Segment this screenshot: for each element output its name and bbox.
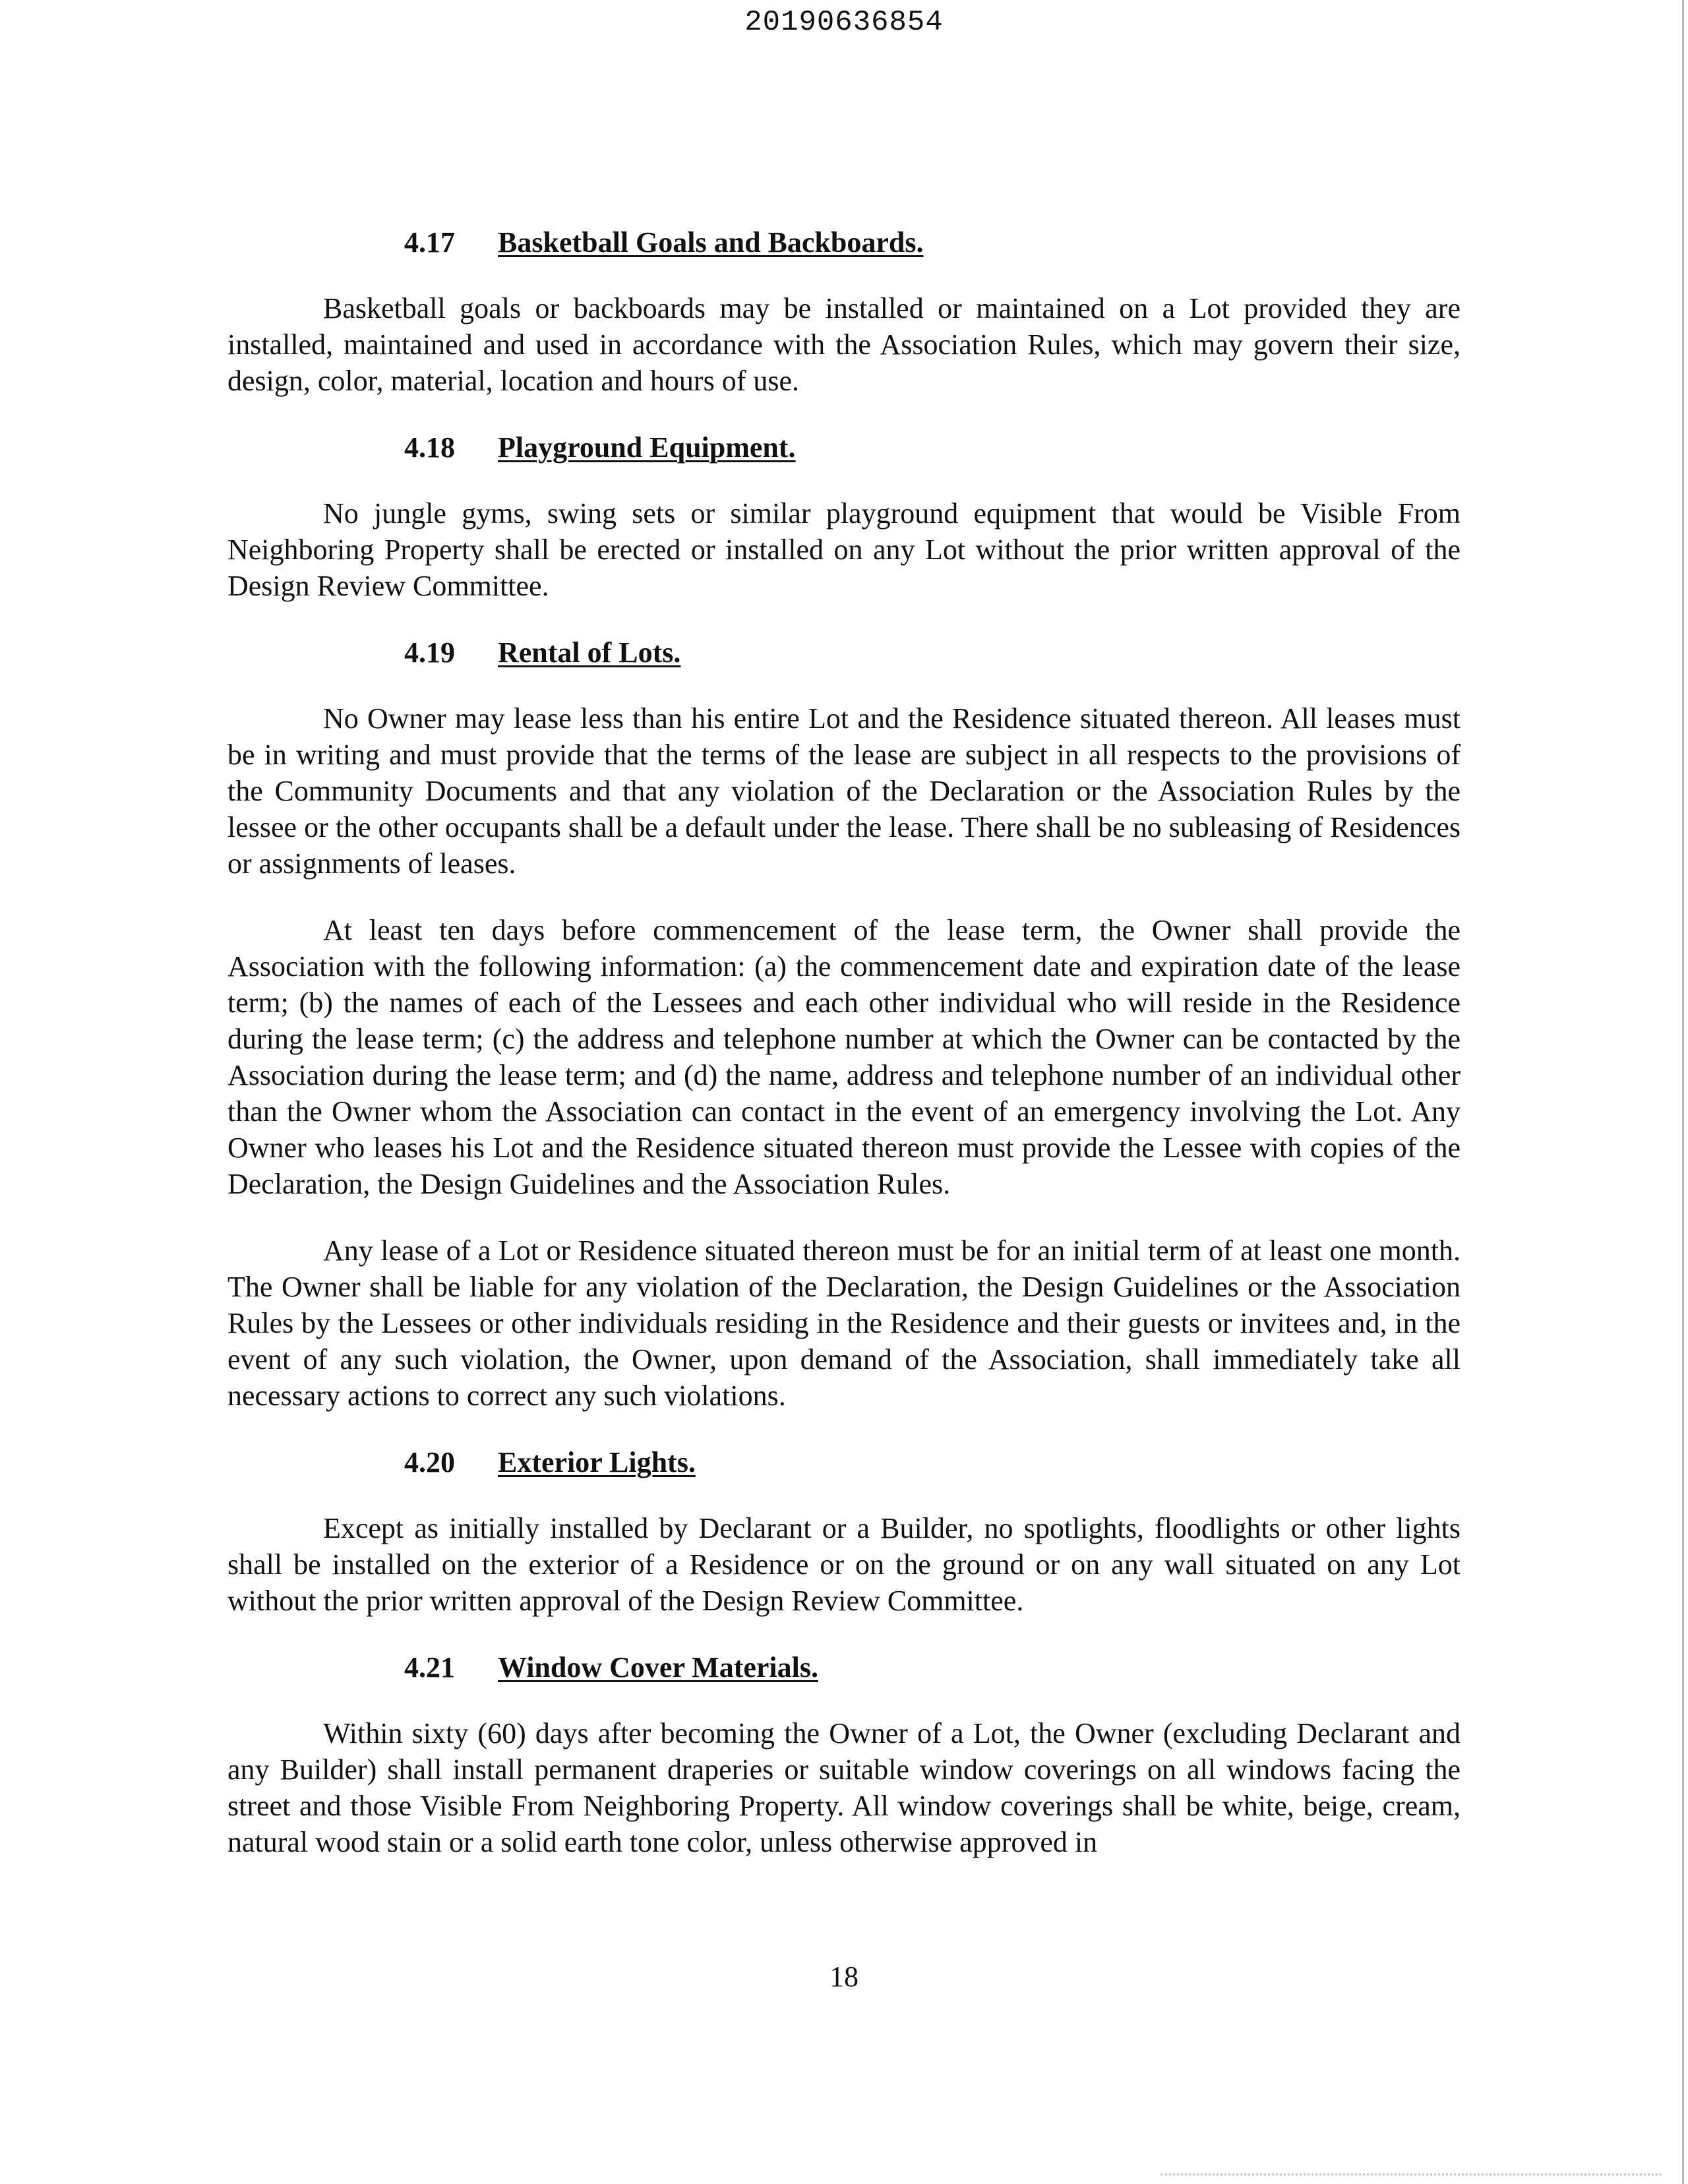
section-number: 4.19 [404,636,455,669]
section-title: Window Cover Materials. [498,1651,818,1684]
section-heading [227,224,1461,261]
section-paragraph: Within sixty (60) days after becoming the Owner of a Lot, the Owner (excluding Declarant and any Builder) shall install permanent draperies or suitable window coverings on all windows facing the street and those Visible From Neighboring Property. All window coverings shall be white, beige, cream, natural wood stain or a solid earth tone color, unless otherwise approved in [227,1717,1461,1858]
scan-bottom-artifact [1160,2173,1662,2175]
section-paragraph: Basketball goals or backboards may be installed or maintained on a Lot provided they are installed, maintained and used in accordance with the Association Rules, which may govern their size, design, color, material, location and hours of use. [227,292,1461,397]
section-paragraph: Any lease of a Lot or Residence situated thereon must be for an initial term of at least one month. The Owner shall be liable for any violation of the Declaration, the Design Guidelines or the Association Rules by the Lessees or other individuals residing in the Residence and their guests or invitees and, in the event of any such violation, the Owner, upon demand of the Association, shall immediately take all necessary actions to correct any such violations. [227,1234,1461,1412]
section-title: Basketball Goals and Backboards. [498,226,924,258]
document-number: 20190636854 [744,6,944,39]
section-paragraph: Except as initially installed by Declarant or a Builder, no spotlights, floodlights or other lights shall be installed on the exterior of a Residence or on the ground or on any wall situated on any Lot without the prior written approval of the Design Review Committee. [227,1512,1461,1617]
section-number: 4.17 [404,226,455,258]
document-body [227,224,1461,1877]
page-number: 18 [829,1960,859,1993]
section-heading [227,1444,1461,1481]
scan-edge-line [1682,0,1684,2184]
section-title: Rental of Lots. [498,636,681,669]
section-heading [227,1649,1461,1686]
section-paragraph: No Owner may lease less than his entire Lot and the Residence situated thereon. All leases must be in writing and must provide that the terms of the lease are subject in all respects to the provisions of the Community Documents and that any violation of the Declaration or the Association Rules by the lessee or the other occupants shall be a default under the lease. There shall be no subleasing of Residences or assignments of leases. [227,702,1461,880]
section-number: 4.21 [404,1651,455,1684]
section-paragraph: At least ten days before commencement of the lease term, the Owner shall provide the Association with the following information: (a) the commencement date and expiration date of the lease term; (b) the names of each of the Lessees and each other individual who will reside in the Residence during the lease term; (c) the address and telephone number at which the Owner can be contacted by the Association during the lease term; and (d) the name, address and telephone number of an individual other than the Owner whom the Association can contact in the event of an emergency involving the Lot. Any Owner who leases his Lot and the Residence situated thereon must provide the Lessee with copies of the Declaration, the Design Guidelines and the Association Rules. [227,914,1461,1200]
section-paragraph: No jungle gyms, swing sets or similar playground equipment that would be Visible From Neighboring Property shall be erected or installed on any Lot without the prior written approval of the Design Review Committee. [227,497,1461,602]
section-heading [227,429,1461,466]
section-title: Exterior Lights. [498,1446,696,1478]
section-heading [227,634,1461,671]
section-number: 4.20 [404,1446,455,1478]
section-number: 4.18 [404,431,455,464]
section-title: Playground Equipment. [498,431,796,464]
